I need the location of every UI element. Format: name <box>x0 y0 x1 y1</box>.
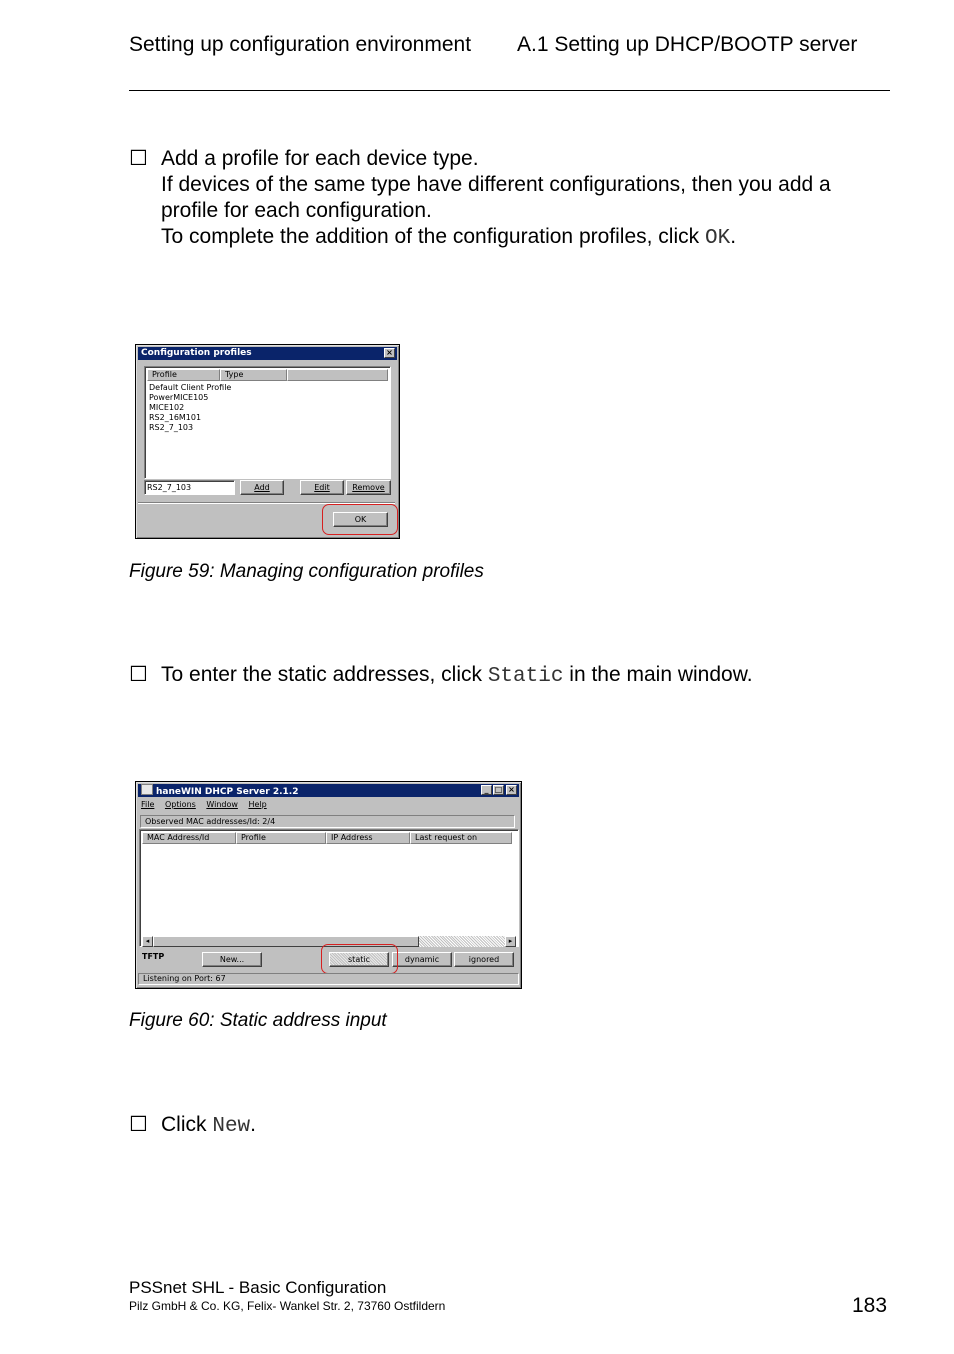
profiles-list[interactable] <box>144 366 391 479</box>
dynamic-button[interactable]: dynamic <box>392 952 452 967</box>
step-add-profile <box>129 146 831 252</box>
add-button[interactable]: Add <box>240 480 284 495</box>
close-icon[interactable]: × <box>506 785 517 795</box>
menu-file[interactable]: File <box>141 800 155 809</box>
status-bar: Listening on Port: 67 <box>138 973 519 985</box>
header-section-title: Setting up configuration environment <box>129 33 472 56</box>
column-header-last-request[interactable]: Last request on <box>410 832 512 844</box>
remove-button[interactable]: Remove <box>346 480 391 495</box>
edit-button[interactable]: Edit <box>300 480 344 495</box>
column-header-profile[interactable]: Profile <box>147 369 220 381</box>
code-ok: OK <box>704 227 731 250</box>
menu-help[interactable]: Help <box>248 800 267 809</box>
code-static: Static <box>487 665 564 688</box>
step-click-new <box>129 1112 256 1140</box>
step-text <box>161 146 831 252</box>
step-line: To complete the addition of the configuration profiles, click OK. <box>161 225 737 250</box>
header-chapter-title: A.1 Setting up DHCP/BOOTP server <box>517 33 858 56</box>
list-item[interactable]: PowerMICE105 <box>149 393 209 402</box>
menu-bar <box>141 799 267 811</box>
list-item[interactable]: MICE102 <box>149 403 185 412</box>
footer-address: Pilz GmbH & Co. KG, Felix- Wankel Str. 2, 73760 Ostfildern <box>129 1299 446 1313</box>
dialog-titlebar <box>138 347 397 360</box>
address-table[interactable] <box>139 829 519 947</box>
column-header-type[interactable]: Type <box>220 369 287 381</box>
tftp-label: TFTP <box>142 952 165 961</box>
code-new: New <box>212 1115 251 1138</box>
configuration-profiles-dialog <box>135 344 400 539</box>
new-button[interactable]: New... <box>202 952 262 967</box>
checkbox-bullet: ☐ <box>129 663 148 686</box>
column-header-blank <box>287 369 388 381</box>
menu-options[interactable]: Options <box>164 800 196 809</box>
list-item[interactable]: RS2_16M101 <box>149 413 202 422</box>
step-text: To enter the static addresses, click Static in the main window. <box>161 663 753 688</box>
checkbox-bullet: ☐ <box>129 147 148 170</box>
window-titlebar <box>138 784 519 797</box>
step-line: profile for each configuration. <box>161 199 432 222</box>
highlight-ring <box>321 944 398 974</box>
static-button[interactable]: static <box>329 952 389 967</box>
page-number: 183 <box>852 1294 888 1317</box>
app-icon <box>141 784 153 795</box>
checkbox-bullet: ☐ <box>129 1113 148 1136</box>
scroll-left-icon[interactable]: ◂ <box>142 936 153 947</box>
ok-button[interactable]: OK <box>333 512 388 527</box>
scroll-right-icon[interactable]: ▸ <box>505 936 516 947</box>
figure60-caption: Figure 60: Static address input <box>129 1010 387 1031</box>
dialog-title: Configuration profiles <box>141 348 252 358</box>
ignored-button[interactable]: ignored <box>454 952 514 967</box>
window-title: haneWIN DHCP Server 2.1.2 <box>156 787 299 797</box>
step-static <box>129 662 753 690</box>
close-icon[interactable]: × <box>384 348 395 358</box>
column-header-profile[interactable]: Profile <box>236 832 326 844</box>
highlight-ring <box>322 504 398 535</box>
profile-name-input[interactable]: RS2_7_103 <box>144 480 235 495</box>
observed-status: Observed MAC addresses/Id: 2/4 <box>140 815 515 828</box>
footer-title: PSSnet SHL - Basic Configuration <box>129 1278 387 1297</box>
minimize-icon[interactable]: _ <box>481 785 492 795</box>
maximize-icon[interactable]: □ <box>494 785 503 794</box>
dhcp-server-window <box>135 781 522 989</box>
scroll-track[interactable] <box>419 936 507 947</box>
step-line: If devices of the same type have different configurations, then you add a <box>161 173 831 196</box>
menu-window[interactable]: Window <box>206 800 238 809</box>
list-item[interactable]: Default Client Profile <box>149 383 232 392</box>
column-header-mac[interactable]: MAC Address/Id <box>142 832 236 844</box>
figure59-caption: Figure 59: Managing configuration profiles <box>129 561 484 582</box>
list-item[interactable]: RS2_7_103 <box>149 423 194 432</box>
step-line: Add a profile for each device type. <box>161 147 479 170</box>
header-rule <box>129 90 890 91</box>
column-header-ip[interactable]: IP Address <box>326 832 410 844</box>
step-text: Click New. <box>161 1113 256 1138</box>
